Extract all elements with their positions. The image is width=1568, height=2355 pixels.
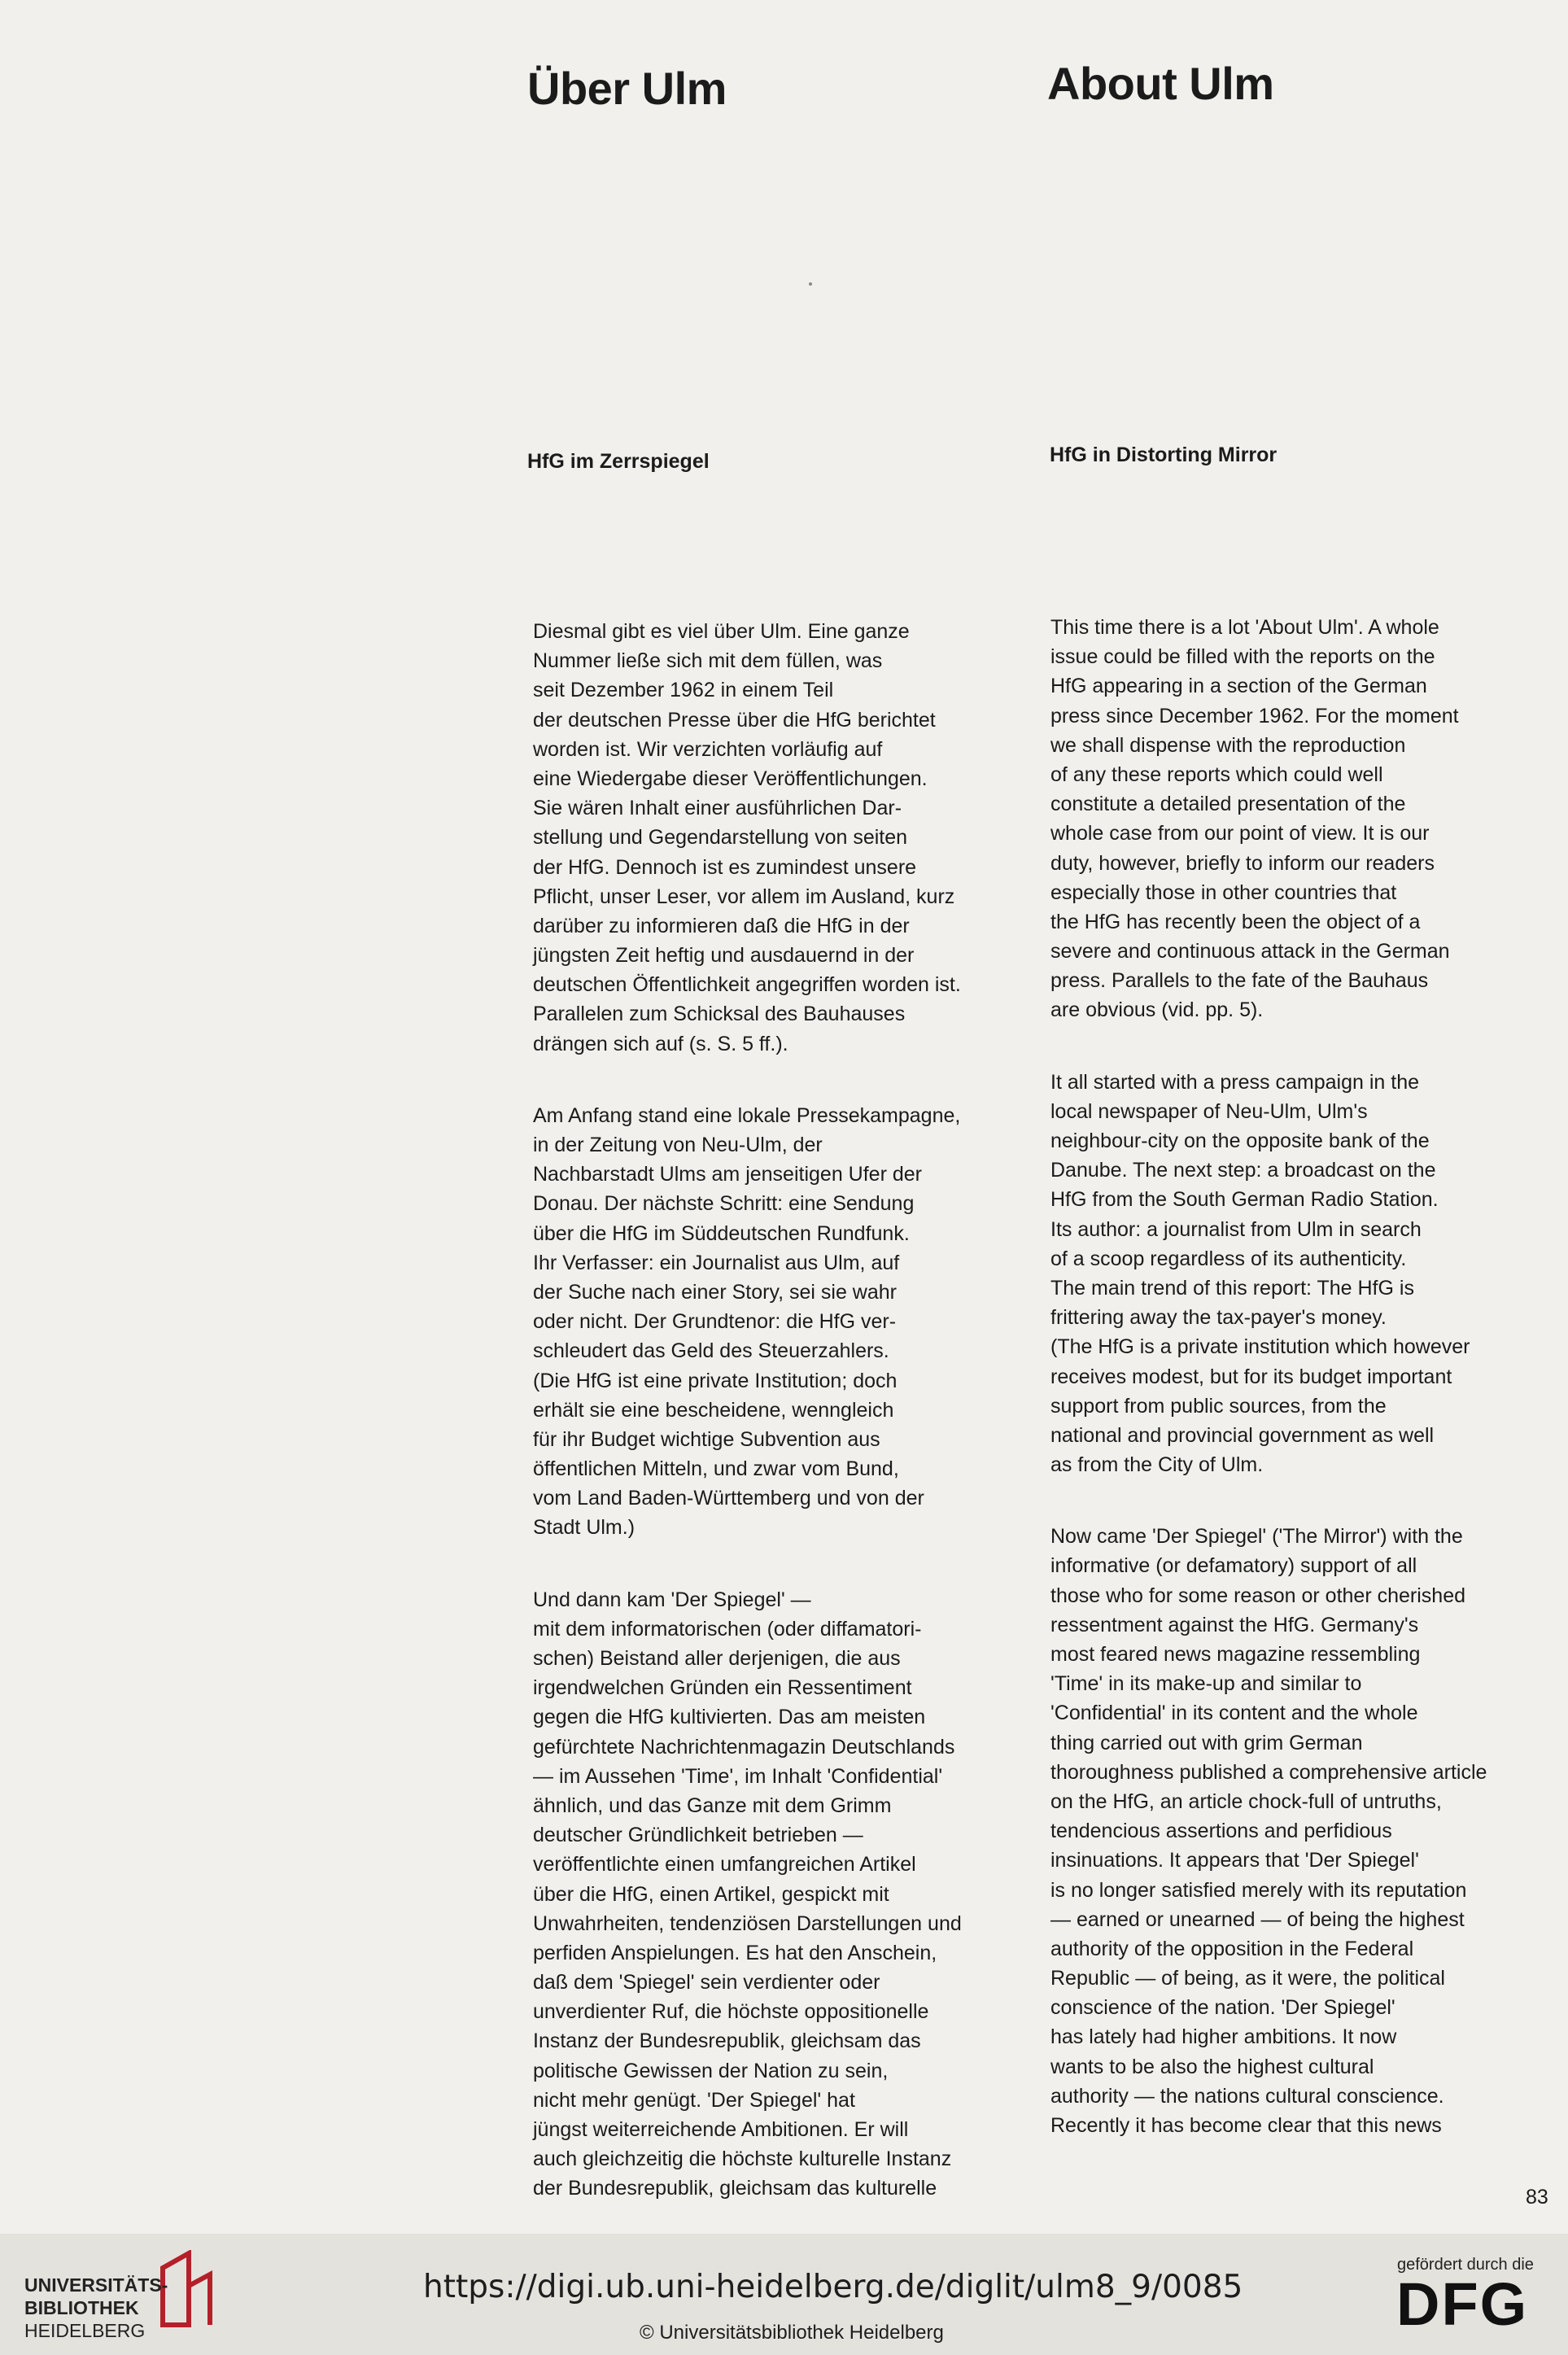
paragraph-gap: [1050, 1025, 1548, 1068]
text-line: seit Dezember 1962 in einem Teil: [533, 679, 834, 702]
text-line: gefürchtete Nachrichtenmagazin Deutschlands: [533, 1735, 955, 1759]
text-line: Danube. The next step: a broadcast on the: [1050, 1159, 1436, 1182]
text-line: irgendwelchen Gründen ein Ressentiment: [533, 1676, 912, 1700]
text-line: schen) Beistand aller derjenigen, die aus: [533, 1647, 901, 1670]
text-line: Am Anfang stand eine lokale Pressekampagne,: [533, 1103, 961, 1127]
text-line: ressentment against the HfG. Germany's: [1050, 1613, 1419, 1636]
text-line: This time there is a lot 'About Ulm'. A whole: [1050, 616, 1439, 639]
dfg-logo: DFG: [1396, 2270, 1529, 2338]
text-line: über die HfG im Süddeutschen Rundfunk.: [533, 1221, 910, 1245]
text-line: duty, however, briefly to inform our readers: [1050, 851, 1435, 875]
paragraph-gap: [533, 1543, 1029, 1585]
text-line: (Die HfG ist eine private Institution; doch: [533, 1369, 898, 1392]
text-line: öffentlichen Mitteln, und zwar vom Bund,: [533, 1457, 899, 1481]
text-line: we shall dispense with the reproduction: [1050, 733, 1406, 757]
text-line: worden ist. Wir verzichten vorläufig auf: [533, 737, 883, 761]
copyright-notice: © Universitätsbibliothek Heidelberg: [640, 2322, 944, 2344]
permalink-url[interactable]: https://digi.ub.uni-heidelberg.de/diglit/ulm8_9/0085: [423, 2269, 1243, 2305]
text-line: informative (or defamatory) support of all: [1050, 1554, 1417, 1578]
text-line: It all started with a press campaign in the: [1050, 1070, 1420, 1094]
text-line: The main trend of this report: The HfG is: [1050, 1276, 1414, 1300]
subheading-english: HfG in Distorting Mirror: [1050, 443, 1278, 466]
text-line: press since December 1962. For the moment: [1050, 704, 1459, 727]
text-line: as from the City of Ulm.: [1050, 1453, 1264, 1477]
text-line: veröffentlichte einen umfangreichen Artikel: [533, 1853, 916, 1877]
text-line: eine Wiedergabe dieser Veröffentlichungen.: [533, 767, 928, 790]
text-line: der Bundesrepublik, gleichsam das kulturelle: [533, 2177, 937, 2200]
text-line: Diesmal gibt es viel über Ulm. Eine ganze: [533, 620, 910, 643]
text-line: stellung und Gegendarstellung von seiten: [533, 826, 908, 850]
text-line: on the HfG, an article chock-full of untruths,: [1050, 1789, 1442, 1813]
text-line: Parallelen zum Schicksal des Bauhauses: [533, 1003, 906, 1026]
text-line: Ihr Verfasser: ein Journalist aus Ulm, auf: [533, 1251, 900, 1274]
text-line: deutschen Öffentlichkeit angegriffen worden ist.: [533, 973, 961, 997]
text-line: ähnlich, und das Ganze mit dem Grimm: [533, 1794, 892, 1817]
text-line: HfG from the South German Radio Station.: [1050, 1188, 1439, 1212]
text-line: HfG appearing in a section of the German: [1050, 675, 1427, 698]
text-line: tendencious assertions and perfidious: [1050, 1820, 1392, 1843]
text-line: Recently it has become clear that this news: [1050, 2114, 1442, 2137]
text-line: Nummer ließe sich mit dem füllen, was: [533, 649, 883, 673]
title-english: About Ulm: [1047, 58, 1274, 109]
text-line: Nachbarstadt Ulms am jenseitigen Ufer der: [533, 1163, 922, 1186]
footer-bar: [0, 2234, 1568, 2355]
subheading-german: HfG im Zerrspiegel: [527, 450, 710, 473]
text-line: neighbour-city on the opposite bank of the: [1050, 1129, 1430, 1152]
text-line: support from public sources, from the: [1050, 1394, 1387, 1418]
german-paragraph: [533, 617, 1029, 1059]
text-line: conscience of the nation. 'Der Spiegel': [1050, 1996, 1395, 2020]
text-line: der deutschen Presse über die HfG berichtet: [533, 708, 936, 732]
text-line: (The HfG is a private institution which however: [1050, 1335, 1470, 1359]
paragraph-gap: [533, 1059, 1029, 1101]
text-line: erhält sie eine bescheidene, wenngleich: [533, 1398, 894, 1422]
text-line: Sie wären Inhalt einer ausführlichen Dar-: [533, 797, 902, 820]
text-line: jüngst weiterreichende Ambitionen. Er will: [533, 2118, 909, 2141]
text-line: Republic — of being, as it were, the political: [1050, 1967, 1445, 1990]
german-paragraph: [533, 1101, 1029, 1543]
text-line: — earned or unearned — of being the highest: [1050, 1907, 1465, 1931]
print-speck: [809, 282, 812, 286]
text-line: national and provincial government as well: [1050, 1423, 1435, 1447]
text-line: auch gleichzeitig die höchste kulturelle Instanz: [533, 2147, 952, 2171]
text-line: der HfG. Dennoch ist es zumindest unsere: [533, 855, 917, 879]
text-line: über die HfG, einen Artikel, gespickt mit: [533, 1882, 889, 1906]
text-line: Unwahrheiten, tendenziösen Darstellungen und: [533, 1912, 962, 1935]
text-line: those who for some reason or other cherished: [1050, 1584, 1465, 1607]
page-number: 83: [1526, 2186, 1548, 2209]
text-line: jüngsten Zeit heftig und ausdauernd in der: [533, 944, 915, 968]
text-line: severe and continuous attack in the German: [1050, 940, 1450, 963]
text-line: Instanz der Bundesrepublik, gleichsam das: [533, 2029, 921, 2053]
text-line: Stadt Ulm.): [533, 1516, 635, 1540]
text-line: wants to be also the highest cultural: [1050, 2055, 1374, 2078]
text-line: politische Gewissen der Nation zu sein,: [533, 2059, 889, 2082]
english-paragraph: [1050, 1068, 1548, 1480]
german-paragraph: [533, 1585, 1029, 2204]
text-line: frittering away the tax-payer's money.: [1050, 1306, 1387, 1330]
text-line: of any these reports which could well: [1050, 762, 1383, 786]
german-column: [533, 617, 1029, 2204]
text-line: für ihr Budget wichtige Subvention aus: [533, 1427, 880, 1451]
text-line: is no longer satisfied merely with its reputation: [1050, 1878, 1467, 1902]
text-line: most feared news magazine ressembling: [1050, 1643, 1421, 1666]
text-line: gegen die HfG kultivierten. Das am meisten: [533, 1706, 926, 1729]
text-line: whole case from our point of view. It is our: [1050, 822, 1430, 845]
paragraph-gap: [1050, 1479, 1548, 1522]
library-name-line-1: UNIVERSITÄTS-: [24, 2274, 168, 2296]
text-line: darüber zu informieren daß die HfG in der: [533, 914, 910, 937]
text-line: oder nicht. Der Grundtenor: die HfG ver-: [533, 1310, 897, 1334]
text-line: thing carried out with grim German: [1050, 1731, 1363, 1754]
text-line: schleudert das Geld des Steuerzahlers.: [533, 1339, 889, 1363]
english-paragraph: [1050, 1522, 1548, 2140]
text-line: Pflicht, unser Leser, vor allem im Ausland, kurz: [533, 885, 955, 908]
text-line: 'Time' in its make-up and similar to: [1050, 1672, 1362, 1696]
text-line: issue could be filled with the reports on the: [1050, 645, 1435, 669]
library-name-line-3: HEIDELBERG: [24, 2320, 146, 2341]
text-line: vom Land Baden-Württemberg und von der: [533, 1487, 924, 1510]
text-line: Its author: a journalist from Ulm in search: [1050, 1217, 1422, 1241]
text-line: 'Confidential' in its content and the whole: [1050, 1702, 1418, 1725]
text-line: constitute a detailed presentation of the: [1050, 793, 1406, 816]
text-line: nicht mehr genügt. 'Der Spiegel' hat: [533, 2088, 855, 2112]
text-line: of a scoop regardless of its authenticity.: [1050, 1247, 1407, 1270]
text-line: in der Zeitung von Neu-Ulm, der: [533, 1134, 823, 1156]
text-line: local newspaper of Neu-Ulm, Ulm's: [1050, 1099, 1368, 1123]
text-line: Donau. Der nächste Schritt: eine Sendung: [533, 1192, 915, 1216]
text-line: daß dem 'Spiegel' sein verdienter oder: [533, 1971, 880, 1995]
text-line: authority of the opposition in the Federal: [1050, 1937, 1414, 1960]
funded-by-label: gefördert durch die: [1397, 2256, 1534, 2274]
title-german: Über Ulm: [527, 63, 727, 114]
text-line: thoroughness published a comprehensive article: [1050, 1760, 1487, 1784]
text-line: mit dem informatorischen (oder diffamatori-: [533, 1617, 922, 1641]
text-line: press. Parallels to the fate of the Bauhaus: [1050, 969, 1429, 993]
text-line: Now came 'Der Spiegel' ('The Mirror') with the: [1050, 1525, 1463, 1549]
text-line: deutscher Gründlichkeit betrieben —: [533, 1824, 863, 1847]
english-paragraph: [1050, 613, 1548, 1025]
text-line: perfiden Anspielungen. Es hat den Anschein,: [533, 1941, 937, 1964]
text-line: insinuations. It appears that 'Der Spiegel': [1050, 1849, 1419, 1872]
text-line: receives modest, but for its budget important: [1050, 1365, 1452, 1388]
text-line: — im Aussehen 'Time', im Inhalt 'Confidential': [533, 1764, 943, 1788]
text-line: has lately had higher ambitions. It now: [1050, 2025, 1397, 2049]
text-line: are obvious (vid. pp. 5).: [1050, 998, 1264, 1022]
english-column: [1050, 613, 1548, 2140]
text-line: der Suche nach einer Story, sei sie wahr: [533, 1280, 897, 1304]
text-line: authority — the nations cultural conscience.: [1050, 2084, 1444, 2108]
library-name-line-2: BIBLIOTHEK: [24, 2297, 139, 2318]
text-line: especially those in other countries that: [1050, 880, 1397, 904]
text-line: drängen sich auf (s. S. 5 ff.).: [533, 1032, 788, 1055]
text-line: the HfG has recently been the object of a: [1050, 910, 1421, 933]
text-line: unverdienter Ruf, die höchste oppositionelle: [533, 2000, 929, 2024]
text-line: Und dann kam 'Der Spiegel' —: [533, 1588, 811, 1611]
